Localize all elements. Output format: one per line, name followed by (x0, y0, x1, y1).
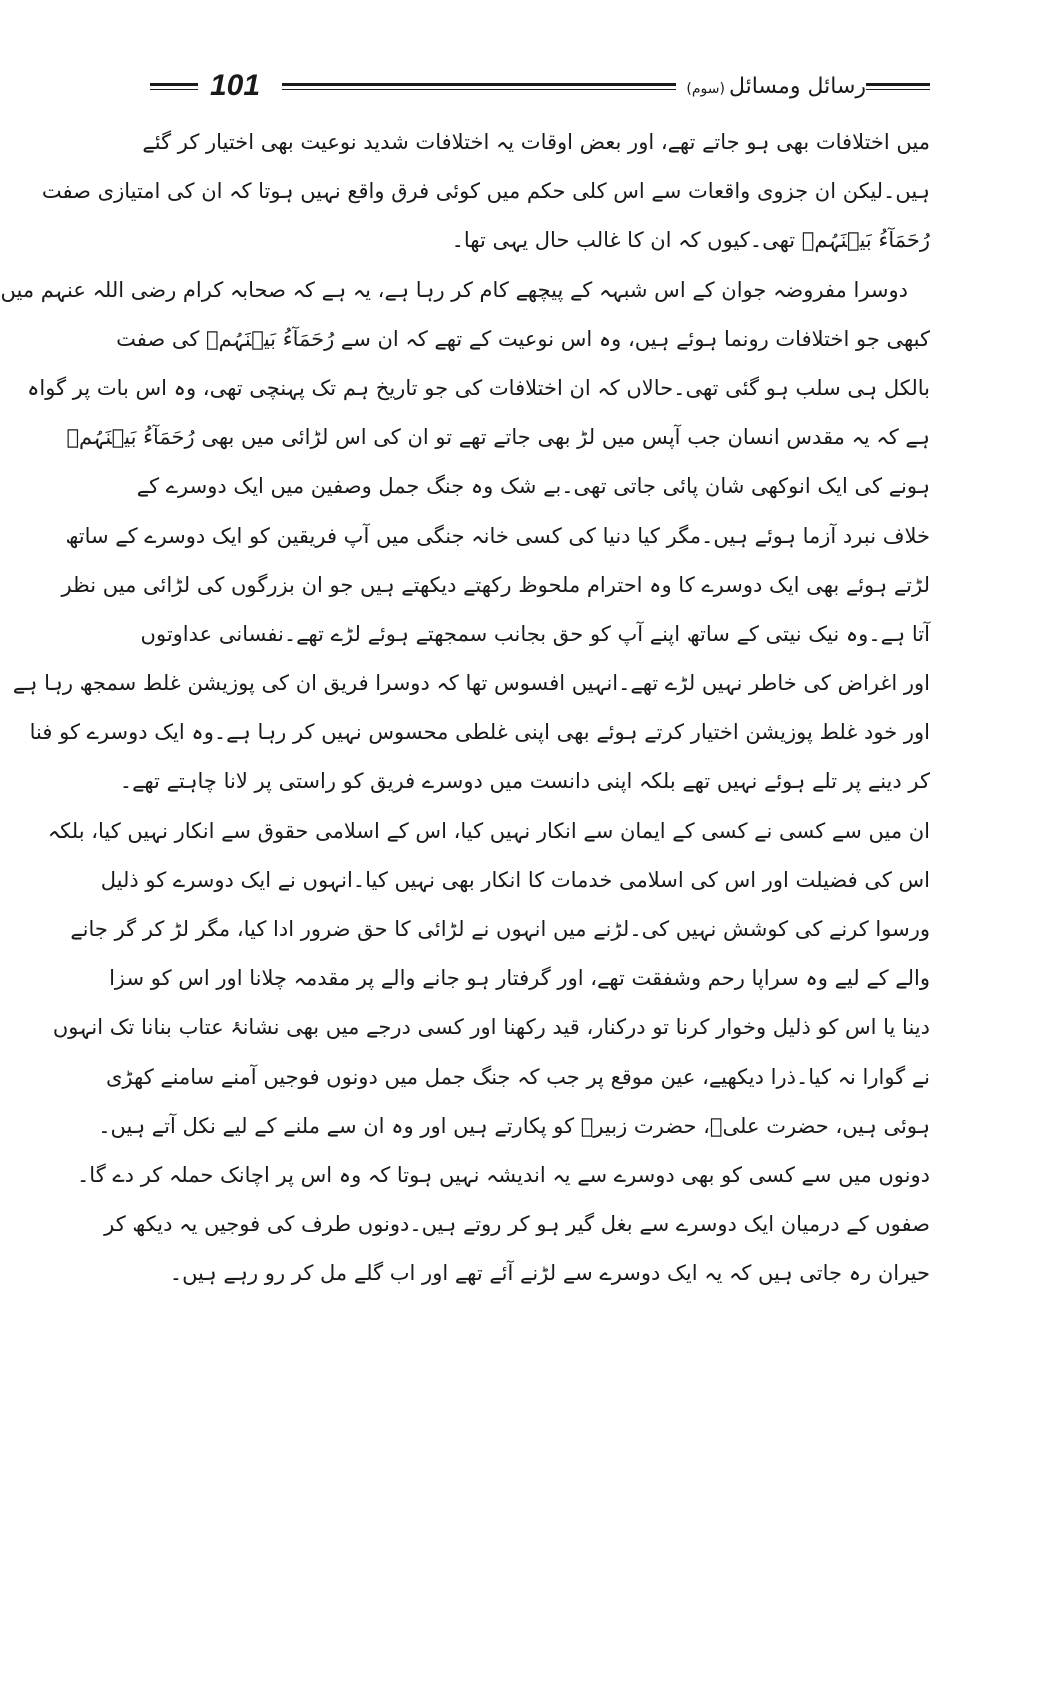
header-rule-right (866, 83, 930, 90)
paragraph (41, 118, 930, 266)
text-line: ہے کہ یہ مقدس انسان جب آپس میں لڑ بھی جاتے تھے تو ان کی اس لڑائی میں بھی رُحَمَآءُ بَیۡنَہُمۡ (66, 425, 930, 450)
text-line: کبھی جو اختلافات رونما ہوئے ہیں، وہ اس نوعیت کے تھے کہ ان سے رُحَمَآءُ بَیۡنَہُمۡ کی صفت (116, 326, 930, 351)
text-line: کر دینے پر تلے ہوئے نہیں تھے بلکہ اپنی دانست میں دوسرے فریق کو راستی پر لانا چاہتے تھے۔ (119, 769, 930, 794)
body-text (0, 118, 930, 1299)
text-line: ہونے کی ایک انوکھی شان پائی جاتی تھی۔بے شک وہ جنگ جمل وصفین میں ایک دوسرے کے (136, 474, 930, 499)
text-line: میں اختلافات بھی ہو جاتے تھے، اور بعض اوقات یہ اختلافات شدید نوعیت بھی اختیار کر گئے (142, 130, 930, 154)
header-rule-middle (282, 83, 676, 90)
page-number: 101 (210, 69, 261, 102)
running-head (686, 74, 866, 99)
text-line: آتا ہے۔وہ نیک نیتی کے ساتھ اپنے آپ کو حق بجانب سمجھتے ہوئے لڑے تھے۔نفسانی عداوتوں (140, 621, 930, 646)
text-line: دوسرا مفروضہ جوان کے اس شبہہ کے پیچھے کام کر رہا ہے، یہ ہے کہ صحابہ کرام رضی اللہ عنہم میں (0, 277, 908, 302)
volume-label: (سوم) (686, 80, 725, 97)
text-line: والے کے لیے وہ سراپا رحم وشفقت تھے، اور گرفتار ہو جانے والے پر مقدمہ چلانا اور اس کو سزا (109, 966, 930, 991)
text-line: ہیں۔لیکن ان جزوی واقعات سے اس کلی حکم میں کوئی فرق واقع نہیں ہوتا کہ ان کی امتیازی صفت (41, 179, 930, 204)
header-rule-left (150, 83, 198, 90)
paragraph (0, 266, 930, 1299)
text-line: اور اغراض کی خاطر نہیں لڑے تھے۔انہیں افسوس تھا کہ دوسرا فریق ان کی پوزیشن غلط سمجھ رہا ہے (12, 671, 930, 696)
text-line: بالکل ہی سلب ہو گئی تھی۔حالاں کہ ان اختلافات کی جو تاریخ ہم تک پہنچی تھی، وہ اس بات پر گواہ (27, 375, 930, 400)
text-line: دونوں میں سے کسی کو بھی دوسرے سے یہ اندیشہ نہیں ہوتا کہ وہ اس پر اچانک حملہ کر دے گا۔ (76, 1162, 930, 1187)
text-line: ان میں سے کسی نے کسی کے ایمان سے انکار نہیں کیا، اس کے اسلامی حقوق سے انکار نہیں کیا، بلکہ (47, 818, 930, 843)
book-title: رسائل ومسائل (728, 73, 866, 99)
text-line: صفوں کے درمیان ایک دوسرے سے بغل گیر ہو کر روتے ہیں۔دونوں طرف کی فوجیں یہ دیکھ کر (104, 1212, 930, 1237)
text-line: نے گوارا نہ کیا۔ذرا دیکھیے، عین موقع پر جب کہ جنگ جمل میں دونوں فوجیں آمنے سامنے کھڑی (105, 1064, 930, 1089)
text-line: اس کی فضیلت اور اس کی اسلامی خدمات کا انکار بھی نہیں کیا۔انہوں نے ایک دوسرے کو ذلیل (100, 867, 930, 892)
text-line: دینا یا اس کو ذلیل وخوار کرنا تو درکنار، قید رکھنا اور کسی درجے میں بھی نشانۂ عتاب بنانا تک انہوں (52, 1015, 930, 1040)
text-line: لڑتے ہوئے بھی ایک دوسرے کا وہ احترام ملحوظ رکھتے دیکھتے ہیں جو ان بزرگوں کی لڑائی میں نظر (61, 572, 930, 597)
text-line: ورسوا کرنے کی کوشش نہیں کی۔لڑنے میں انہوں نے لڑائی کا حق ضرور ادا کیا، مگر لڑ کر گر جانے (70, 917, 930, 941)
text-line: رُحَمَآءُ بَیۡنَہُمۡ تھی۔کیوں کہ ان کا غالب حال یہی تھا۔ (451, 228, 930, 253)
text-line: خلاف نبرد آزما ہوئے ہیں۔مگر کیا دنیا کی کسی خانہ جنگی میں آپ فریقین کو ایک دوسرے کے ساتھ (65, 523, 930, 548)
text-line: ہوئی ہیں، حضرت علیؓ، حضرت زبیرؓ کو پکارتے ہیں اور وہ ان سے ملنے کے لیے نکل آتے ہیں۔ (98, 1113, 930, 1138)
text-line: اور خود غلط پوزیشن اختیار کرتے ہوئے بھی اپنی غلطی محسوس نہیں کر رہا ہے۔وہ ایک دوسرے کو فنا (29, 720, 930, 745)
page-header (150, 64, 930, 108)
text-line: حیران رہ جاتی ہیں کہ یہ ایک دوسرے سے لڑنے آئے تھے اور اب گلے مل کر رو رہے ہیں۔ (169, 1261, 930, 1286)
